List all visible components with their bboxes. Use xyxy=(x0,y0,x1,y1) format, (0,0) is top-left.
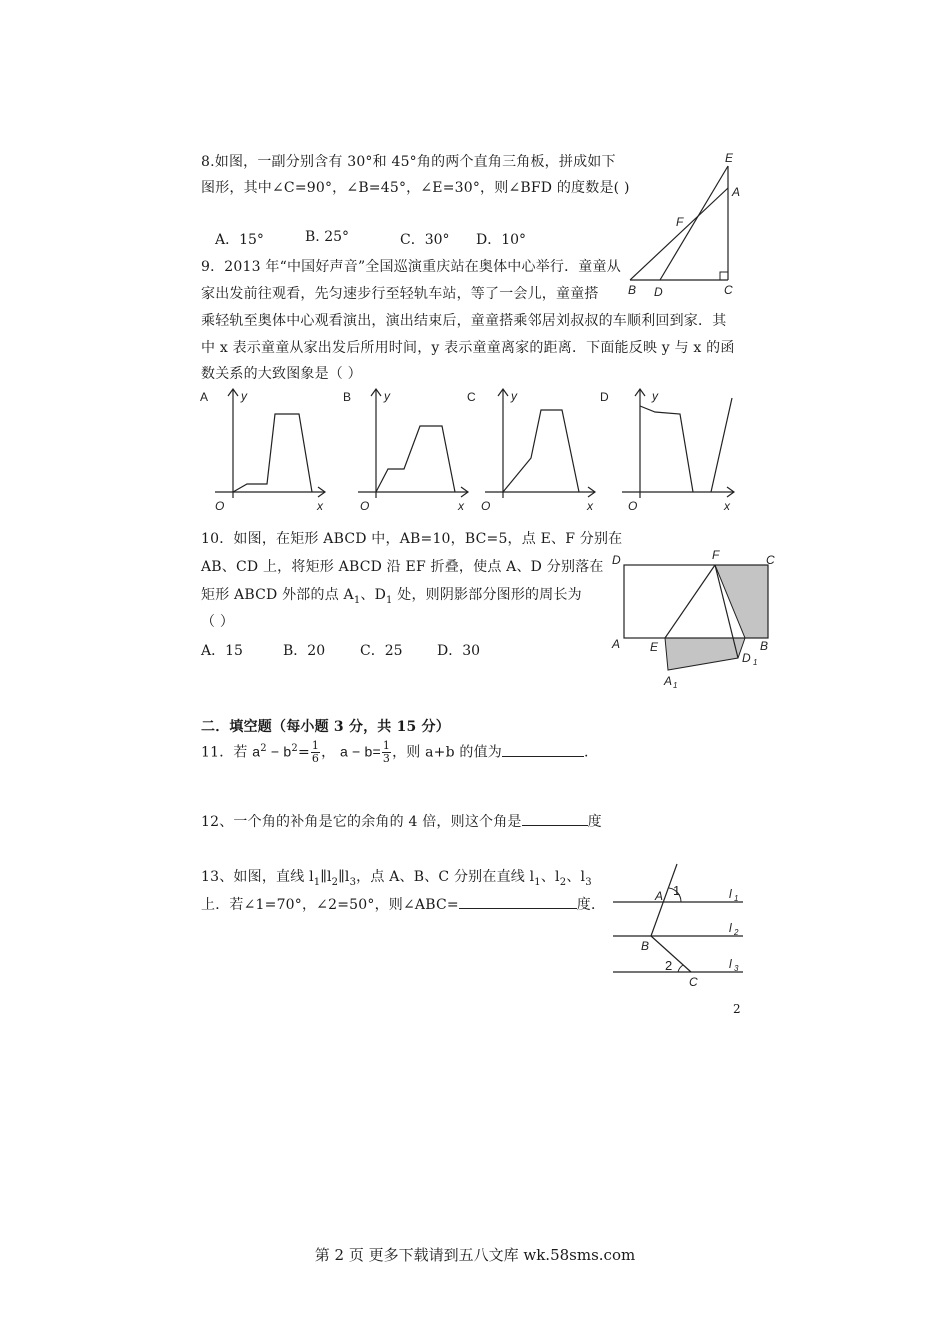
q8-line2: 图形，其中∠C=90°，∠B=45°，∠E=30°，则∠BFD 的度数是( ) xyxy=(201,180,630,196)
q8-line1: 8.如图，一副分别含有 30°和 45°角的两个直角三角板，拼成如下 xyxy=(201,154,616,170)
q10-label-d1-sub: 1 xyxy=(753,658,758,667)
q9-line3: 乘轻轨至奥体中心观看演出，演出结束后，童童搭乘邻居刘叔叔的车顺利回到家．其 xyxy=(201,313,727,329)
q10-label-e: E xyxy=(650,640,659,654)
q9-graph-d-o: O xyxy=(628,499,638,513)
q10-label-c: C xyxy=(766,553,775,567)
q8-option-d: D．10° xyxy=(476,232,527,248)
q12-answer-blank xyxy=(522,811,588,826)
q9-line2: 家出发前往观看，先匀速步行至轻轨车站，等了一会儿，童童搭 xyxy=(201,286,599,302)
q10-label-d: D xyxy=(612,553,621,567)
q9-graph-b-x: x xyxy=(458,499,464,513)
q13-label-angle2: 2 xyxy=(665,958,673,973)
page-footer: 第 2 页 更多下载请到五八文库 wk.58sms.com xyxy=(314,1246,636,1264)
q8-option-c: C．30° xyxy=(400,232,450,248)
q13-label-c: C xyxy=(689,975,698,989)
q10-line2: AB、CD 上，将矩形 ABCD 沿 EF 折叠，使点 A、D 分别落在 xyxy=(201,559,604,575)
q8-label-b: B xyxy=(628,283,637,297)
page-number: 2 xyxy=(733,1002,741,1016)
q8-label-f: F xyxy=(676,215,684,229)
q10-rectangle-figure xyxy=(608,548,778,693)
q8-label-d: D xyxy=(654,285,663,299)
q9-line1: 9．2013 年“中国好声音”全国巡演重庆站在奥体中心举行．童童从 xyxy=(201,259,621,275)
q13-label-l2-sub: 2 xyxy=(734,928,739,937)
q13-label-b: B xyxy=(641,939,650,953)
q9-graph-c-y: y xyxy=(511,389,517,403)
q9-graph-c-option: C xyxy=(467,390,476,404)
q9-graph-a-option: A xyxy=(200,390,209,404)
q11-line: 11．若 $a^2 - b^2=$ $\frac{1}{6}$ ， a − b= $\frac{1}{3}$ ，则 a+b 的值为 . xyxy=(201,739,589,765)
q9-graph-b-y: y xyxy=(384,389,390,403)
q10-line3: 矩形 ABCD 外部的点 $A_1$、$D_1$ 处，则阴影部分图形的周长为 xyxy=(201,587,582,606)
q11-fraction-1-6: $\frac{1}{6}$ xyxy=(311,739,320,765)
q8-option-b: B. 25° xyxy=(305,229,350,245)
q9-graph-d-option: D xyxy=(600,390,609,404)
q9-graph-c xyxy=(465,386,605,516)
q9-graph-c-x: x xyxy=(587,499,593,513)
q9-graph-a-y: y xyxy=(241,389,247,403)
q10-line4: （ ） xyxy=(201,614,235,630)
q13-line1: 13、如图，直线 $l_1\parallel l_2\parallel l_3$，点 A、B、C 分别在直线 $l_1$、$l_2$、$l_3$ xyxy=(201,869,592,888)
q9-graph-b-o: O xyxy=(360,499,370,513)
q13-label-l1: l xyxy=(729,887,732,901)
q10-option-b: B．20 xyxy=(283,643,326,659)
q9-graph-c-o: O xyxy=(481,499,491,513)
q13-label-angle1: 1 xyxy=(673,883,681,898)
q13-label-l3: l xyxy=(729,957,732,971)
q13-label-l1-sub: 1 xyxy=(734,894,739,903)
q13-parallel-lines-figure xyxy=(605,862,750,992)
q13-answer-blank xyxy=(459,894,577,909)
q9-graph-a-o: O xyxy=(215,499,225,513)
q9-line5: 数关系的大致图象是（ ） xyxy=(201,366,362,382)
q10-label-f: F xyxy=(712,548,720,562)
q9-graph-a xyxy=(195,386,330,516)
q11-answer-blank xyxy=(502,742,584,757)
q10-label-a1-sub: 1 xyxy=(673,681,678,690)
q13-label-l3-sub: 3 xyxy=(734,964,739,973)
q10-line1: 10．如图，在矩形 ABCD 中，AB=10，BC=5，点 E、F 分别在 xyxy=(201,531,623,547)
q11-fraction-1-3: $\frac{1}{3}$ xyxy=(382,739,391,765)
q10-option-d: D．30 xyxy=(437,643,481,659)
q8-triangle-figure xyxy=(620,148,750,300)
q12-line: 12、一个角的补角是它的余角的 4 倍，则这个角是 度 xyxy=(201,811,602,831)
q10-label-b: B xyxy=(760,639,769,653)
q13-label-a: A xyxy=(655,889,664,903)
q8-label-c: C xyxy=(724,283,733,297)
q8-option-a: A．15° xyxy=(215,232,264,248)
section-2-title: 二．填空题（每小题 3 分，共 15 分） xyxy=(201,719,450,735)
q13-line2: 上．若∠1=70°，∠2=50°，则∠ABC= 度． xyxy=(201,894,605,914)
q8-label-a: A xyxy=(732,185,741,199)
q8-label-e: E xyxy=(725,151,734,165)
q10-option-a: A．15 xyxy=(201,643,243,659)
q9-graph-d-x: x xyxy=(724,499,730,513)
q13-label-l2: l xyxy=(729,921,732,935)
q9-graph-b xyxy=(340,386,475,516)
q10-label-a1: A xyxy=(664,674,673,688)
q9-line4: 中 x 表示童童从家出发后所用时间，y 表示童童离家的距离．下面能反映 y 与 x 的函 xyxy=(201,340,735,356)
q10-option-c: C．25 xyxy=(360,643,403,659)
q10-label-d1: D xyxy=(742,651,751,665)
q9-graph-d-y: y xyxy=(652,389,658,403)
q10-label-a: A xyxy=(612,637,621,651)
q9-graph-d xyxy=(598,386,743,516)
q9-graph-a-x: x xyxy=(317,499,323,513)
q9-graph-b-option: B xyxy=(343,390,352,404)
